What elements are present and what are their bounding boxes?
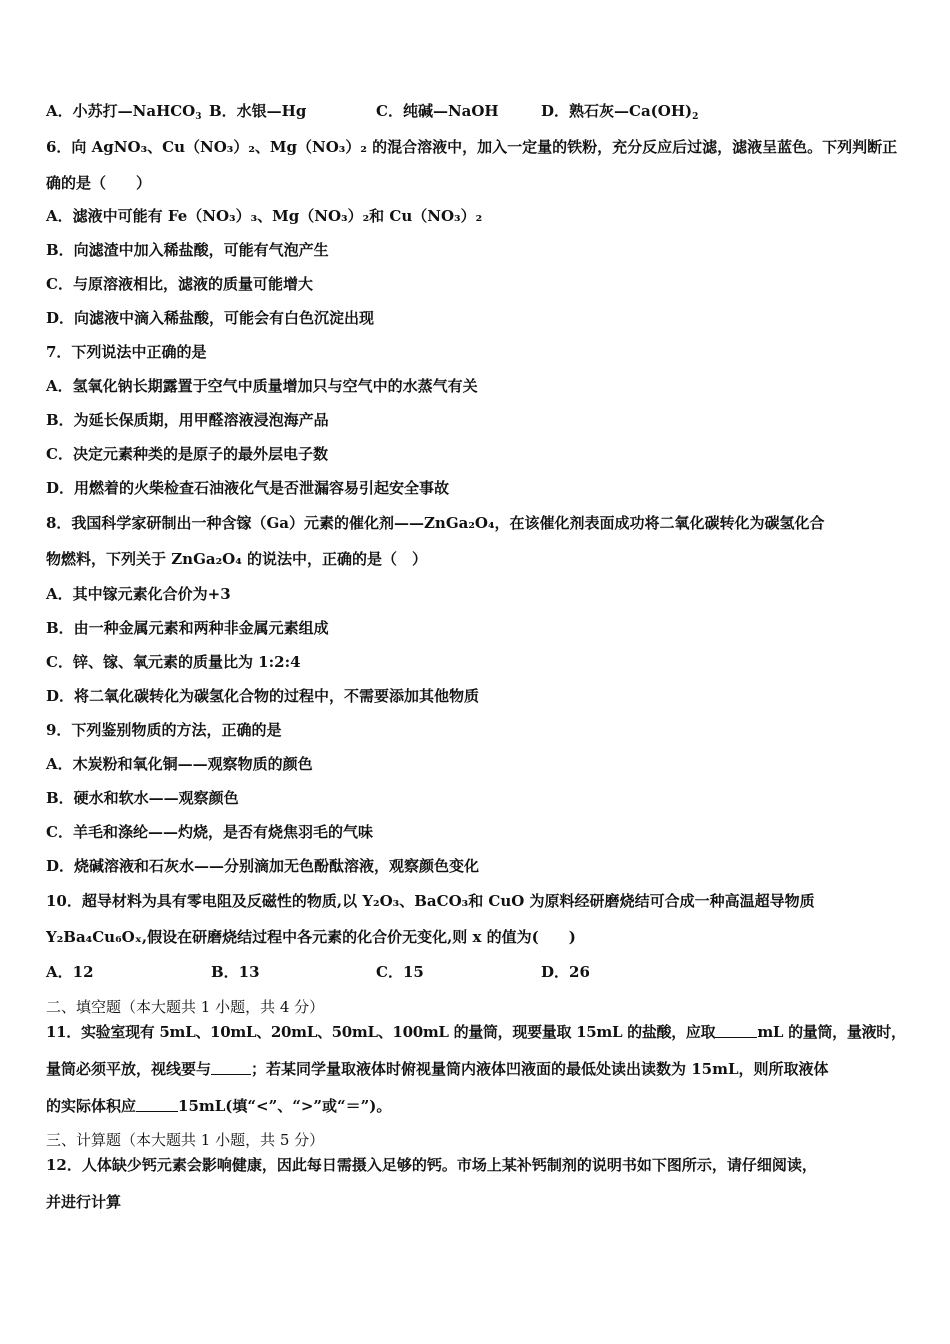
q11-line2: 量筒必须平放，视线要与 ；若某同学量取液体时俯视量筒内液体凹液面的最低处读出读数为 15mL，则所取液体 <box>46 1060 829 1078</box>
q8-stem-line2: 物燃料，下列关于 ZnGa₂O₄ 的说法中，正确的是（ ） <box>46 550 428 568</box>
q6-option-d: D．向滤液中滴入稀盐酸，可能会有白色沉淀出现 <box>46 309 375 327</box>
q9-option-c: C．羊毛和涤纶——灼烧，是否有烧焦羽毛的气味 <box>46 823 373 841</box>
q7-option-b: B．为延长保质期，用甲醛溶液浸泡海产品 <box>46 411 329 429</box>
q8-option-d: D．将二氧化碳转化为碳氢化合物的过程中，不需要添加其他物质 <box>46 687 480 705</box>
q10-stem-line2: Y₂Ba₄Cu₆Oₓ,假设在研磨烧结过程中各元素的化合价无变化,则 x 的值为( ) <box>46 928 576 946</box>
section-3-heading: 三、计算题（本大题共 1 小题，共 5 分） <box>46 1131 325 1149</box>
q8-option-a: A．其中镓元素化合价为+3 <box>46 585 231 603</box>
q9-option-d: D．烧碱溶液和石灰水——分别滴加无色酚酞溶液，观察颜色变化 <box>46 857 480 875</box>
q10-option-b: B．13 <box>211 963 260 981</box>
q8-stem-line1: 8．我国科学家研制出一种含镓（Ga）元素的催化剂——ZnGa₂O₄，在该催化剂表面成功将二氧化碳转化为碳氢化合 <box>46 514 825 532</box>
q7-option-d: D．用燃着的火柴检查石油液化气是否泄漏容易引起安全事故 <box>46 479 450 497</box>
q9-option-b: B．硬水和软水——观察颜色 <box>46 789 239 807</box>
q10-option-c: C．15 <box>376 963 424 981</box>
q12-line1: 12．人体缺少钙元素会影响健康，因此每日需摄入足够的钙。市场上某补钙制剂的说明书如下图所示，请仔细阅读， <box>46 1156 817 1174</box>
q5-option-b: B．水银—Hg <box>209 102 307 120</box>
q5-options <box>46 101 698 121</box>
q9-stem: 9．下列鉴别物质的方法，正确的是 <box>46 721 282 739</box>
q8-option-b: B．由一种金属元素和两种非金属元素组成 <box>46 619 329 637</box>
q6-option-a: A．滤液中可能有 Fe（NO₃）₃、Mg（NO₃）₂和 Cu（NO₃）₂ <box>46 207 483 225</box>
q10-option-d: D．26 <box>541 963 590 981</box>
q5-option-a: A．小苏打—NaHCO$_3$ <box>46 102 202 122</box>
q11-blank-2[interactable] <box>211 1060 251 1075</box>
q10-stem-line1: 10．超导材料为具有零电阻及反磁性的物质,以 Y₂O₃、BaCO₃和 CuO 为原料经研磨烧结可合成一种高温超导物质 <box>46 892 815 910</box>
q6-option-b: B．向滤渣中加入稀盐酸，可能有气泡产生 <box>46 241 329 259</box>
q5-option-c: C．纯碱—NaOH <box>376 102 499 120</box>
q11-line1: 11．实验室现有 5mL、10mL、20mL、50mL、100mL 的量筒，现要量取 15mL 的盐酸，应取 mL 的量筒，量液时， <box>46 1023 906 1041</box>
q7-option-c: C．决定元素种类的是原子的最外层电子数 <box>46 445 328 463</box>
q11-blank-1[interactable] <box>715 1023 757 1038</box>
q7-stem: 7．下列说法中正确的是 <box>46 343 207 361</box>
q11-blank-3[interactable] <box>136 1097 178 1112</box>
q12-line2: 并进行计算 <box>46 1193 122 1211</box>
q6-option-c: C．与原溶液相比，滤液的质量可能增大 <box>46 275 313 293</box>
q6-stem-line2: 确的是（ ） <box>46 174 152 192</box>
section-2-heading: 二、填空题（本大题共 1 小题，共 4 分） <box>46 998 325 1016</box>
q7-option-a: A．氢氧化钠长期露置于空气中质量增加只与空气中的水蒸气有关 <box>46 377 478 395</box>
q9-option-a: A．木炭粉和氧化铜——观察物质的颜色 <box>46 755 313 773</box>
q6-stem-line1: 6．向 AgNO₃、Cu（NO₃）₂、Mg（NO₃）₂ 的混合溶液中，加入一定量的铁粉，充分反应后过滤，滤液呈蓝色。下列判断正 <box>46 138 898 156</box>
q10-option-a: A．12 <box>46 963 94 981</box>
q10-options <box>46 962 590 982</box>
q5-option-d: D．熟石灰$—Ca(OH)_2$ <box>541 102 699 122</box>
q8-option-c: C．锌、镓、氧元素的质量比为 1:2:4 <box>46 653 301 671</box>
q11-line3: 的实际体积应 15mL(填“<”、“>”或“＝”)。 <box>46 1097 392 1115</box>
